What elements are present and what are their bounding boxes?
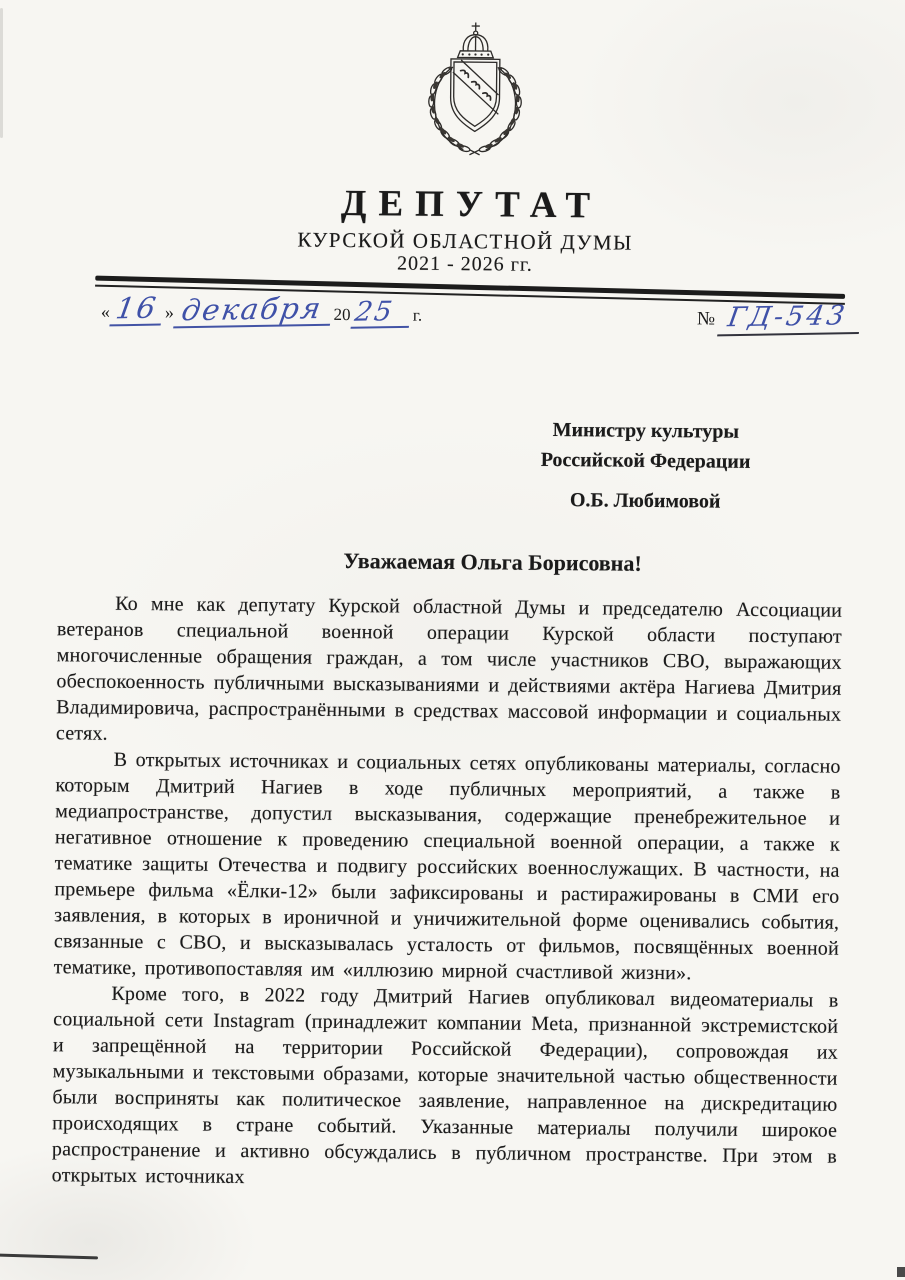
number-sign: № xyxy=(696,308,716,330)
date-field xyxy=(100,290,423,329)
addressee-block xyxy=(465,414,826,517)
date-year-prefix: 20 xyxy=(333,304,351,325)
letterhead-organization: КУРСКОЙ ОБЛАСТНОЙ ДУМЫ xyxy=(297,227,634,255)
letter-body xyxy=(52,590,843,1196)
salutation: Уважаемая Ольга Борисовна! xyxy=(343,547,642,576)
scan-edge-smudge xyxy=(0,8,3,138)
crown-icon xyxy=(458,22,494,57)
date-day-handwritten: 16 xyxy=(109,294,165,327)
date-month-handwritten: декабря xyxy=(173,294,334,329)
body-paragraph: В открытых источниках и социальных сетях опубликованы материалы, согласно которым Дмитрий Нагиев в ходе публичных мероприятий, а также в медиапространстве, допустил высказывания, содержащие пренебрежительное и негативное отношение к проведению специальной военной операции, а также к тематике защиты Отечества и подвигу российских военнослужащих. В частности, на премьере фильма «Ёлки-12» были зафиксированы и растиражированы в СМИ его заявления, в которых в ироничной и уничижительной форме оценивались события, связанные с СВО, и высказывалась усталость от фильмов, посвящённых военной тематике, противопоставляя им «иллюзию мирной счастливой жизни». xyxy=(53,748,841,985)
body-paragraph: Кроме того, в 2022 году Дмитрий Нагиев опубликовал видеоматериалы в социальной сети Instagram (принадлежит компании Meta, признанной экстремистской и запрещённой на территории Российской Федерации), сопровождая их музыкальными и текстовыми образами, которые значительной частью общественности были восприняты как политическое заявление, направленное на дискредитацию происходящих в стране событий. Указанные материалы получили широкое распространение и активно обсуждались в публичном пространстве. При этом в открытых источниках xyxy=(51,982,839,1189)
letterhead-term: 2021 - 2026 гг. xyxy=(396,252,533,276)
document-number-field xyxy=(697,302,861,336)
addressee-line2: Российской Федерации xyxy=(540,448,751,473)
date-open-quote: « xyxy=(100,301,111,322)
scan-artifact-dot xyxy=(897,1267,905,1277)
wreath-icon xyxy=(428,66,521,156)
shield-icon xyxy=(450,59,500,132)
kursk-coat-of-arms-emblem xyxy=(418,20,531,166)
addressee-line1: Министру культуры xyxy=(552,418,740,443)
date-era-label: г. xyxy=(412,305,423,325)
body-paragraph: Ко мне как депутату Курской областной Думы и председателю Ассоциации ветеранов специальной военной операции Курской области поступают многочисленные обращения граждан, а том числе участников СВО, выражающих обеспокоенность публичными высказываниями и действиями актёра Нагиева Дмитрия Владимировича, распространёнными в средствах массовой информации и социальных сетях. xyxy=(55,592,843,745)
date-year-handwritten: 25 xyxy=(350,298,413,329)
letterhead-title: ДЕПУТАТ xyxy=(340,182,603,227)
addressee-name: О.Б. Любимовой xyxy=(569,489,721,513)
date-close-quote: » xyxy=(164,302,174,323)
number-value-handwritten: ГД-543 xyxy=(717,302,863,336)
